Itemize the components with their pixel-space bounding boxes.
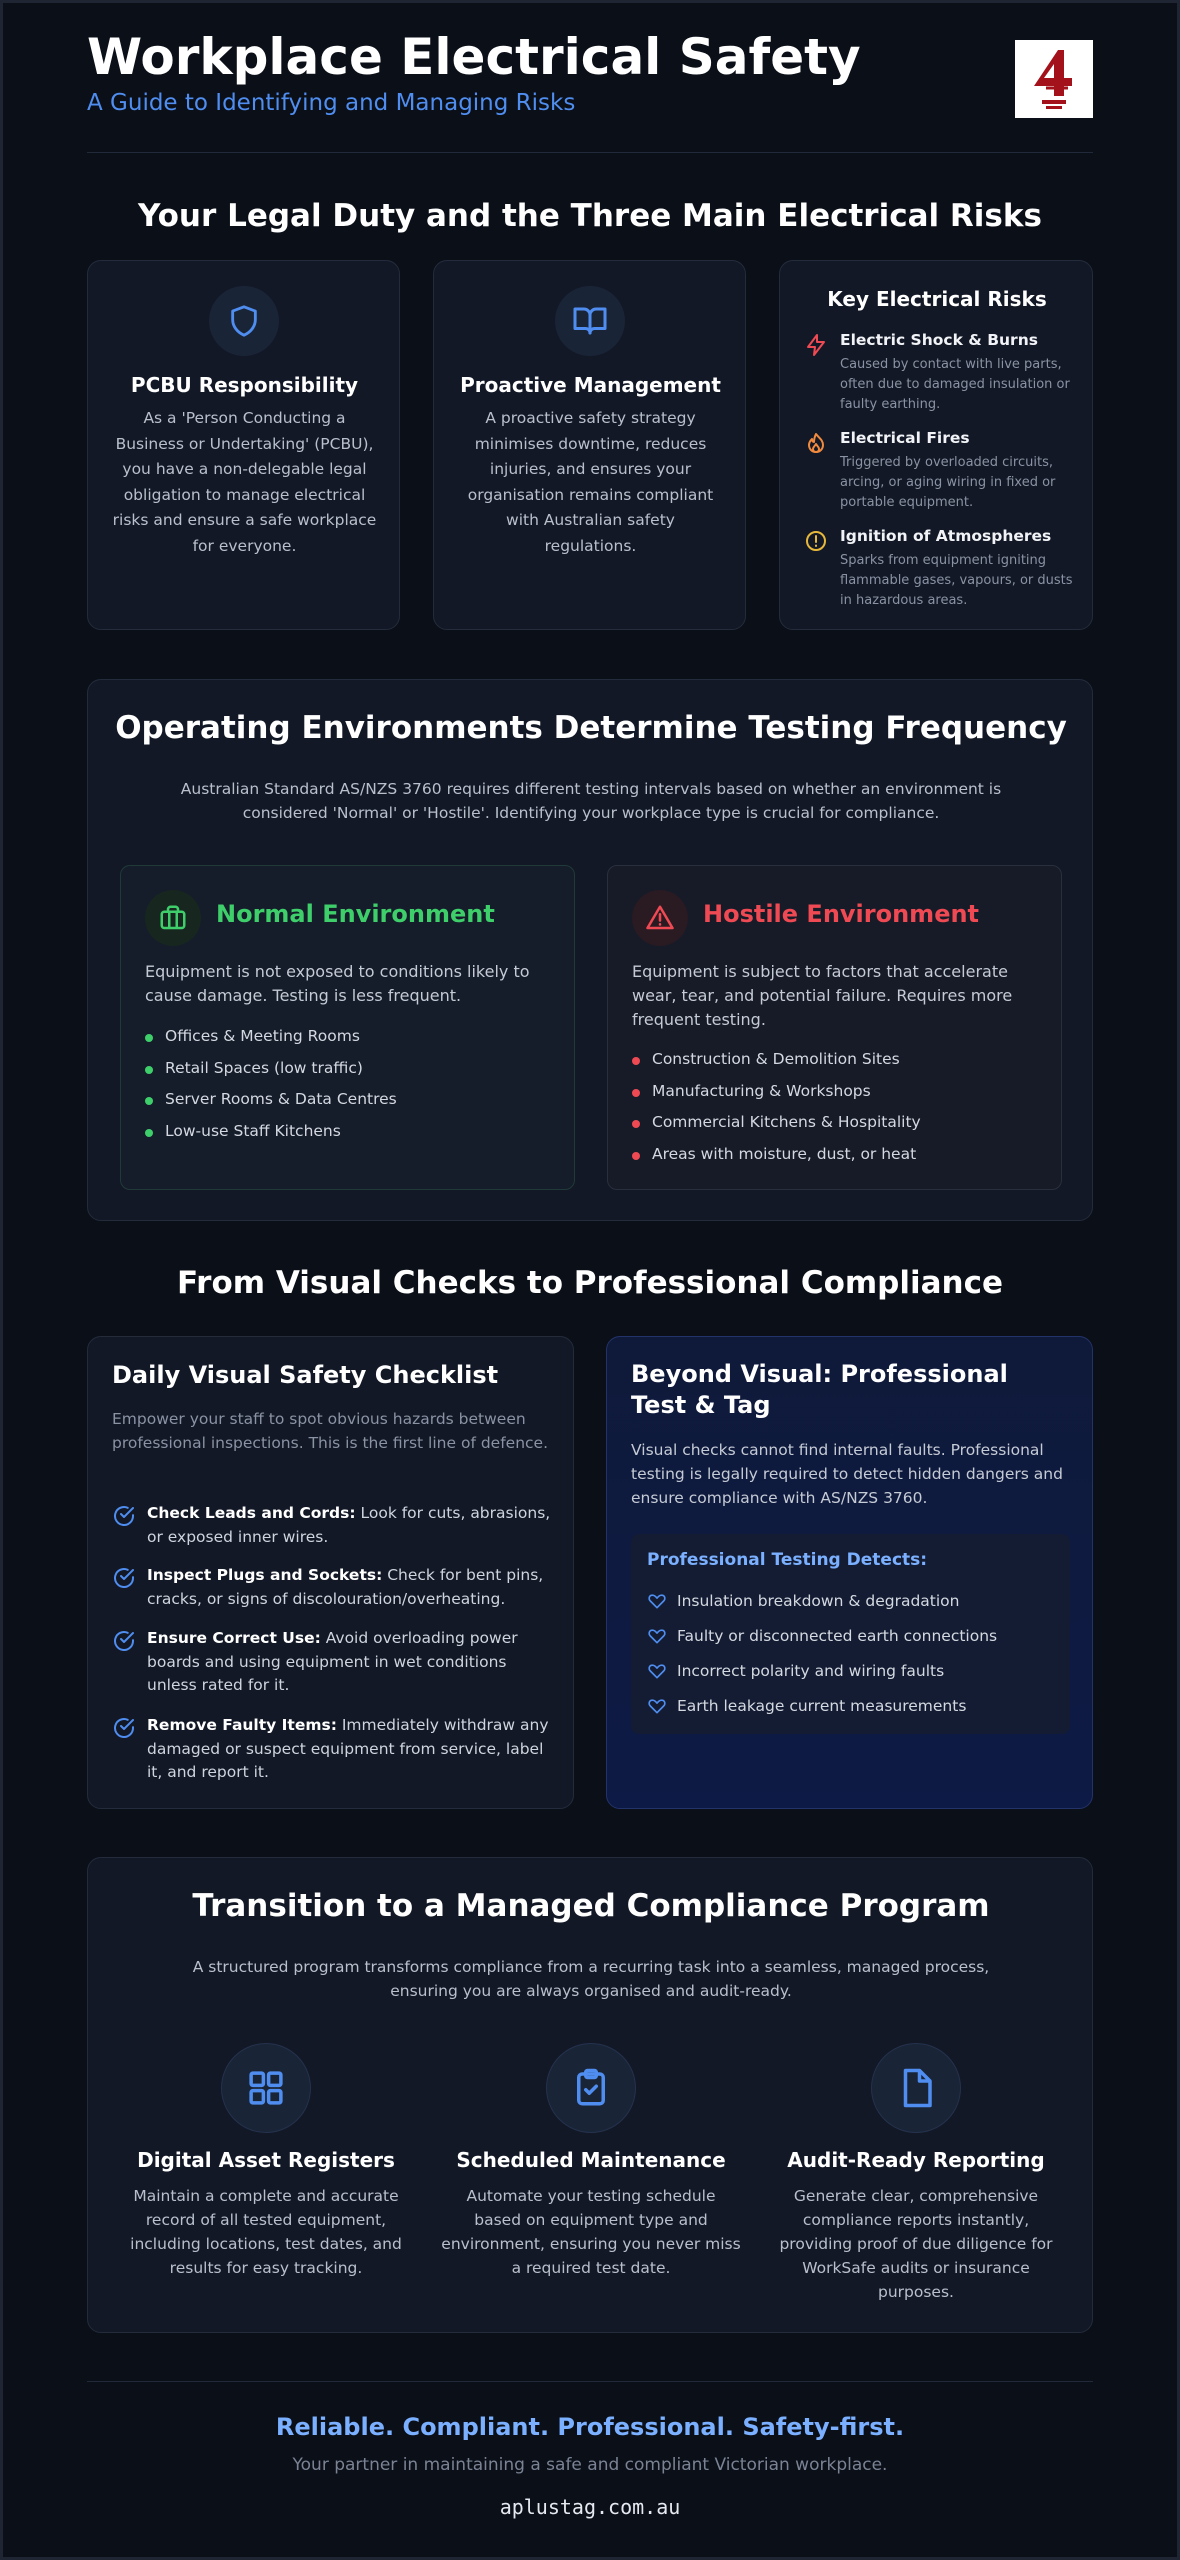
clipboard-icon-badge [546,2043,636,2133]
pcbu-body: As a 'Person Conducting a Business or Undertaking' (PCBU), you have a non-delegable legal obligation to manage electrical risks and ensure a safe workplace for everyone. [112,409,377,555]
list-item: Manufacturing & Workshops [632,1082,921,1114]
feature-digital-asset-registers [116,2148,416,2280]
risk-title: Ignition of Atmospheres [840,527,1052,545]
warning-icon-badge [632,890,688,946]
grid-icon [245,2067,287,2109]
page-subtitle: A Guide to Identifying and Managing Risks [87,90,576,116]
professional-test-tag-title: Beyond Visual: Professional Test & Tag [631,1360,1008,1419]
checklist-item-label: Remove Faulty Items: [147,1716,337,1734]
feature-scheduled-maintenance [441,2148,741,2280]
risk-desc: Triggered by overloaded circuits, arcing, or aging wiring in fixed or portable equipment. [840,455,1056,510]
environments-intro: Australian Standard AS/NZS 3760 requires different testing intervals based on whether an environment is considered 'Normal' or 'Hostile'. Identifying your workplace type is crucial for compliance. [180,780,1002,822]
grid-icon-badge [221,2043,311,2133]
header-divider [87,152,1093,153]
list-item: Offices & Meeting Rooms [145,1027,397,1059]
check-circle-icon [112,1566,136,1590]
normal-environment-list [145,1027,397,1153]
checklist-intro: Empower your staff to spot obvious hazards between professional inspections. This is the first line of defence. [112,1410,548,1452]
book-icon-badge [555,286,625,356]
document-icon [895,2067,937,2109]
checklist-item-text: Check for bent pins, cracks, or signs of discolouration/overheating. [147,1566,544,1608]
list-item: Low-use Staff Kitchens [145,1122,397,1154]
check-circle-icon [112,1629,136,1653]
normal-environment-desc: Equipment is not exposed to conditions likely to cause damage. Testing is less frequent. [145,962,530,1005]
clipboard-check-icon [570,2067,612,2109]
checklist-item-text: Look for cuts, abrasions, or exposed inner wires. [147,1504,551,1546]
shield-icon [227,304,261,338]
heart-icon [647,1661,667,1681]
risk-title: Electrical Fires [840,429,970,447]
hostile-environment-card [607,865,1062,1190]
normal-environment-card [120,865,575,1190]
list-item: Retail Spaces (low traffic) [145,1059,397,1091]
checklist-title: Daily Visual Safety Checklist [112,1361,499,1389]
feature-desc: Generate clear, comprehensive compliance reports instantly, providing proof of due diligence for WorkSafe audits or insurance purposes. [779,2187,1053,2301]
key-risks-title: Key Electrical Risks [827,287,1047,311]
proactive-card [433,260,746,630]
detect-item-text: Incorrect polarity and wiring faults [677,1662,945,1680]
checklist-item-label: Inspect Plugs and Sockets: [147,1566,383,1584]
warning-triangle-icon [645,903,675,933]
checklist-item [112,1564,552,1616]
list-item: Construction & Demolition Sites [632,1050,921,1082]
proactive-title: Proactive Management [460,373,721,397]
shield-icon-badge [209,286,279,356]
footer-website-link[interactable]: aplustag.com.au [499,2495,681,2519]
heart-icon [647,1591,667,1611]
feature-audit-ready-reporting [766,2148,1066,2304]
detect-item-text: Faulty or disconnected earth connections [677,1627,998,1645]
lightning-icon [804,333,828,357]
visual-checklist-card [87,1336,574,1809]
pcbu-title: PCBU Responsibility [130,373,359,397]
section-legal-duty-title: Your Legal Duty and the Three Main Electrical Risks [138,198,1042,234]
proactive-body: A proactive safety strategy minimises downtime, reduces injuries, and ensures your organisation remains compliant with Australian safety regulations. [467,409,714,555]
document-icon-badge [871,2043,961,2133]
checklist-item [112,1502,552,1554]
list-item: Areas with moisture, dust, or heat [632,1145,921,1177]
heart-icon [647,1696,667,1716]
checklist-item [112,1627,552,1701]
pcbu-card [87,260,400,630]
feature-desc: Maintain a complete and accurate record of all tested equipment, including locations, test dates, and results for easy tracking. [130,2187,402,2277]
heart-icon [647,1626,667,1646]
alert-circle-icon [804,529,828,553]
checklist-item-text: Avoid overloading power boards and using equipment in wet conditions unless rated for it. [147,1629,518,1694]
risk-item [804,331,1074,411]
feature-title: Scheduled Maintenance [456,2148,726,2172]
list-item: Commercial Kitchens & Hospitality [632,1113,921,1145]
risk-item [804,527,1074,607]
professional-test-tag-body: Visual checks cannot find internal faults. Professional testing is legally required to detect hidden dangers and ensure compliance with AS/NZS 3760. [631,1441,1063,1507]
hostile-environment-desc: Equipment is subject to factors that accelerate wear, tear, and potential failure. Requires more frequent testing. [632,962,1013,1029]
fire-icon [804,431,828,455]
checklist-item-label: Check Leads and Cords: [147,1504,356,1522]
environments-panel [87,679,1093,1221]
managed-compliance-intro: A structured program transforms compliance from a recurring task into a seamless, managed process, ensuring you are always organised and audit-ready. [192,1958,990,2000]
company-logo[interactable] [1015,40,1093,118]
key-risks-card [779,260,1093,630]
professional-test-tag-card [606,1336,1093,1809]
feature-desc: Automate your testing schedule based on equipment type and environment, ensuring you never miss a required test date. [441,2187,741,2277]
checklist-item [112,1714,552,1788]
risk-desc: Sparks from equipment igniting flammable gases, vapours, or dusts in hazardous areas. [840,553,1073,608]
check-circle-icon [112,1504,136,1528]
briefcase-icon-badge [145,890,201,946]
checklist-item-label: Ensure Correct Use: [147,1629,321,1647]
detect-item-text: Earth leakage current measurements [677,1697,967,1715]
book-open-icon [572,303,608,339]
hostile-environment-list [632,1050,921,1176]
feature-title: Audit-Ready Reporting [787,2148,1045,2172]
managed-compliance-title: Transition to a Managed Compliance Program [192,1888,990,1924]
risk-item [804,429,1074,509]
list-item: Server Rooms & Data Centres [145,1090,397,1122]
logo-mark-icon [1024,44,1084,114]
section-compliance-title: From Visual Checks to Professional Compliance [176,1265,1004,1301]
checklist-item-text: Immediately withdraw any damaged or suspect equipment from service, label it, and report it. [147,1716,549,1781]
risk-title: Electric Shock & Burns [840,331,1038,349]
check-circle-icon [112,1716,136,1740]
footer-subtitle: Your partner in maintaining a safe and compliant Victorian workplace. [292,2455,888,2475]
detect-item-text: Insulation breakdown & degradation [677,1592,960,1610]
detects-title: Professional Testing Detects: [647,1550,928,1570]
page-title: Workplace Electrical Safety [87,28,861,86]
normal-environment-title: Normal Environment [216,900,495,928]
footer-divider [87,2381,1093,2382]
briefcase-icon [158,903,188,933]
footer-tagline: Reliable. Compliant. Professional. Safety-first. [275,2413,905,2441]
hostile-environment-title: Hostile Environment [703,900,980,928]
managed-compliance-panel [87,1857,1093,2333]
feature-title: Digital Asset Registers [137,2148,395,2172]
risk-desc: Caused by contact with live parts, often due to damaged insulation or faulty earthing. [840,357,1070,412]
environments-title: Operating Environments Determine Testing Frequency [115,710,1067,746]
